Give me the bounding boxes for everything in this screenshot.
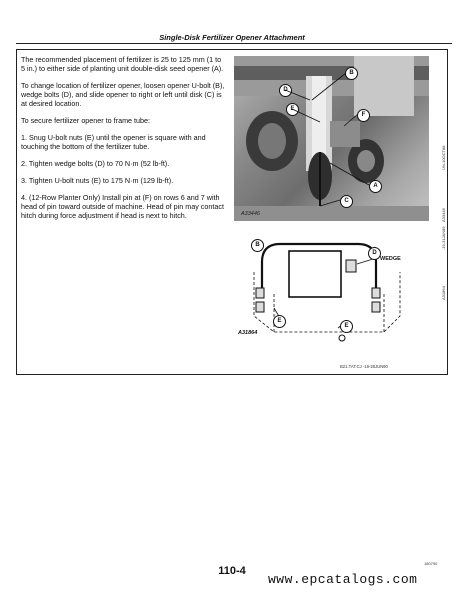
diagram-id: A31864 bbox=[238, 330, 258, 336]
instruction-text bbox=[21, 55, 227, 228]
page-number: 110-4 bbox=[218, 565, 246, 577]
callout-f-photo: F bbox=[357, 109, 370, 122]
callout-c-photo: C bbox=[340, 195, 353, 208]
photo-side-tag-2: A33446 bbox=[441, 208, 446, 222]
paragraph-change-location: To change location of fertilizer opener, loosen opener U-bolt (B), wedge bolts (D), and slide opener to right or left until disk (C) is at desired location. bbox=[21, 81, 225, 108]
header-rule bbox=[16, 43, 452, 44]
callout-e-diagram-left: E bbox=[273, 315, 286, 328]
callout-d-photo: D bbox=[279, 84, 292, 97]
paragraph-secure-intro: To secure fertilizer opener to frame tube: bbox=[21, 116, 151, 125]
step-4: 4. (12-Row Planter Only) Install pin at (F) on rows 6 and 7 with head of pin toward outside of machine. Head of pin may contact hitch during force adjustment if head is next to hitch. bbox=[21, 193, 224, 220]
watermark-url: www.epcatalogs.com bbox=[268, 572, 418, 587]
footer-code: 180790 bbox=[424, 561, 438, 566]
callout-e-photo: E bbox=[286, 103, 299, 116]
document-code-line: B21.TAT.CJ -19-28JUN90 bbox=[340, 364, 388, 369]
callout-b-photo: B bbox=[345, 67, 358, 80]
photo-id: A33446 bbox=[241, 211, 260, 217]
photo-side-tag-1: UN-10OCT88 bbox=[441, 145, 446, 170]
callout-b-diagram: B bbox=[251, 239, 264, 252]
callout-d-diagram: D bbox=[368, 247, 381, 260]
section-title: Single-Disk Fertilizer Opener Attachment bbox=[159, 33, 305, 42]
step-3: 3. Tighten U-bolt nuts (E) to 175 N·m (129 lb-ft). bbox=[21, 176, 174, 185]
callout-e-diagram-right: E bbox=[340, 320, 353, 333]
diagram-side-tag-2: -19-31JAN89 bbox=[441, 226, 446, 250]
paragraph-placement: The recommended placement of fertilizer is 25 to 125 mm (1 to 5 in.) to either side of planting unit double-disk seed opener (A). bbox=[21, 55, 224, 73]
step-1: 1. Snug U-bolt nuts (E) until the opener is square with and touching the bottom of the fertilizer tube. bbox=[21, 133, 206, 151]
ubolt-diagram bbox=[234, 236, 429, 358]
photo-leader-lines bbox=[234, 56, 429, 221]
step-2: 2. Tighten wedge bolts (D) to 70 N·m (52 lb-ft). bbox=[21, 159, 170, 168]
callout-a-photo: A bbox=[369, 180, 382, 193]
diagram-side-tag-1: A31864 bbox=[441, 286, 446, 300]
wedge-label: WEDGE bbox=[380, 256, 401, 262]
